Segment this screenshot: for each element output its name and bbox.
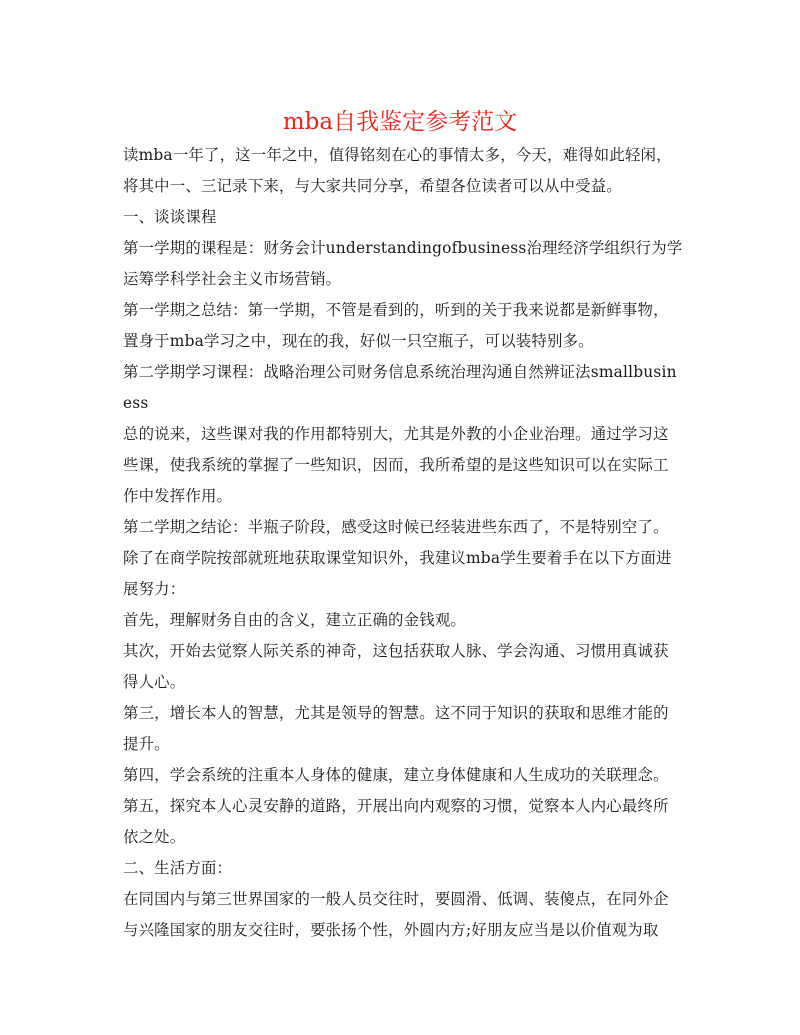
section-heading-life: 二、生活方面： (123, 859, 233, 877)
paragraph-suggestion: 除了在商学院按部就班地获取课堂知识外，我建议mba学生要着手在以下方面进展努力： (123, 549, 672, 598)
document-body (123, 140, 683, 946)
document-title: mba自我鉴定参考范文 (282, 109, 518, 135)
paragraph-term2-conclusion: 第二学期之结论：半瓶子阶段，感受这时候已经装进些东西了，不是特别空了。 (123, 518, 669, 536)
paragraph-second: 其次，开始去觉察人际关系的神奇，这包括获取人脉、学会沟通、习惯用真诚获得人心。 (123, 642, 669, 691)
paragraph-term2-courses: 第二学期学习课程：战略治理公司财务信息系统治理沟通自然辨证法smallbusiness (123, 363, 677, 412)
paragraph-fourth: 第四，学会系统的注重本人身体的健康，建立身体健康和人生成功的关联理念。 (123, 766, 669, 784)
paragraph-third: 第三，增长本人的智慧，尤其是领导的智慧。这不同于知识的获取和思维才能的提升。 (123, 704, 669, 753)
paragraph-first: 首先，理解财务自由的含义，建立正确的金钱观。 (123, 611, 466, 629)
paragraph-term1-summary: 第一学期之总结：第一学期，不管是看到的，听到的关于我来说都是新鲜事物，置身于mba学习之中，现在的我，好似一只空瓶子，可以装特别多。 (123, 301, 669, 350)
paragraph-term1-courses: 第一学期的课程是：财务会计understandingofbusiness治理经济学组织行为学运筹学科学社会主义市场营销。 (123, 239, 683, 288)
paragraph-social: 在同国内与第三世界国家的一般人员交往时，要圆滑、低调、装傻点，在同外企与兴隆国家的朋友交往时，要张扬个性，外圆内方;好朋友应当是以价值观为取 (123, 890, 669, 939)
section-heading-courses: 一、谈谈课程 (123, 208, 217, 226)
paragraph-fifth: 第五，探究本人心灵安静的道路，开展出向内观察的习惯，觉察本人内心最终所依之处。 (123, 797, 669, 846)
paragraph-overall: 总的说来，这些课对我的作用都特别大，尤其是外教的小企业治理。通过学习这些课，使我系统的掌握了一些知识，因而，我所希望的是这些知识可以在实际工作中发挥作用。 (123, 425, 669, 505)
paragraph-intro: 读mba一年了，这一年之中，值得铭刻在心的事情太多，今天，难得如此轻闲，将其中一、三记录下来，与大家共同分享，希望各位读者可以从中受益。 (123, 146, 672, 195)
